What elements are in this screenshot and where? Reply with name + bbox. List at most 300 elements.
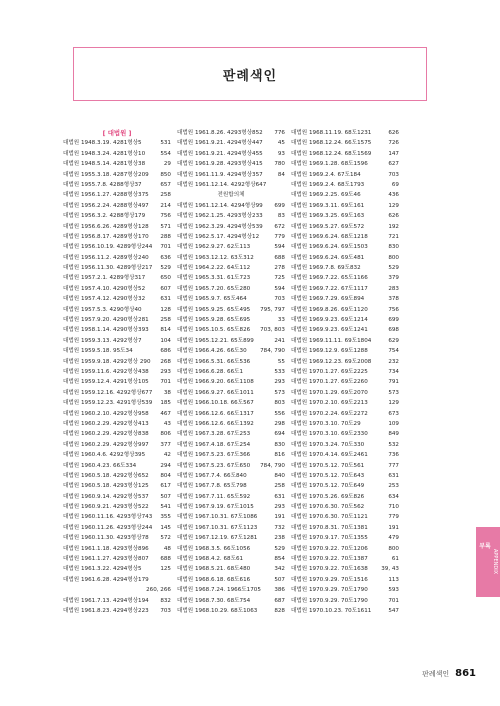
case-citation: 대법원 1970.3.10. 69도2330 [291, 431, 368, 438]
case-citation: 대법원 1968.6.18. 68도616 [177, 576, 251, 583]
index-entry [177, 211, 285, 221]
index-entry [63, 305, 171, 315]
page-ref: 507 [160, 493, 171, 500]
case-citation: 대법원 1959.12.4. 4291형상105 [63, 379, 149, 386]
appendix-side-tab[interactable] [476, 527, 500, 597]
page-ref: 673 [388, 410, 399, 417]
index-entry [63, 409, 171, 419]
case-citation: 대법원 1960.2.29. 4292형상997 [63, 441, 149, 448]
case-citation: 대법원 1969.2.25. 69도46 [291, 192, 361, 199]
case-citation: 대법원 1961.9.21. 4294형상447 [177, 140, 263, 147]
index-entry [291, 377, 399, 387]
case-citation: 대법원 1965.12.21. 65도899 [177, 337, 254, 344]
case-citation: 대법원 1959.3.13. 4292형상7 [63, 337, 142, 344]
page-ref: 573 [274, 389, 285, 396]
page-ref: 631 [274, 493, 285, 500]
page-ref: 699 [274, 202, 285, 209]
index-entry [291, 346, 399, 356]
index-entry [177, 284, 285, 294]
index-entry [291, 242, 399, 252]
page-ref: 192 [388, 223, 399, 230]
index-entry [291, 606, 399, 616]
index-entry [63, 492, 171, 502]
page-ref: 626 [388, 130, 399, 136]
case-citation: 대법원 1969.7.8. 69도832 [291, 265, 361, 272]
page-ref: 854 [274, 556, 285, 563]
index-entry [177, 429, 285, 439]
case-citation: 대법원 1969.3.11. 69도161 [291, 202, 365, 209]
page-ref: 379 [388, 275, 399, 282]
case-citation: 대법원 1961.9.21. 4294형상455 [177, 150, 263, 157]
index-entry [291, 170, 399, 180]
case-citation: 대법원 1969.11.11. 69도1804 [291, 337, 372, 344]
index-entry [63, 284, 171, 294]
case-citation: 대법원 1970.6.30. 70도562 [291, 504, 365, 511]
page-ref: 185 [160, 400, 171, 407]
index-entry [63, 461, 171, 471]
page-ref: 617 [160, 483, 171, 490]
page-ref: 703 [274, 296, 285, 303]
case-citation: 대법원 1962.3.29. 4294형상539 [177, 223, 263, 230]
case-citation: 대법원 1968.3.5. 66도1056 [177, 545, 251, 552]
case-citation: 대법원 1967.7.4. 66도840 [177, 472, 247, 479]
footer-label: 판례색인 [422, 670, 450, 678]
case-citation: 대법원 1960.11.30. 4293형상78 [63, 535, 149, 542]
index-entry [177, 523, 285, 533]
index-entry [291, 523, 399, 533]
index-entry [291, 273, 399, 283]
page-ref: 541 [160, 504, 171, 511]
page-ref: 784, 790 [260, 348, 285, 355]
page-ref: 531 [160, 140, 171, 147]
index-entry [291, 544, 399, 554]
index-entry [177, 159, 285, 169]
page-ref: 828 [274, 607, 285, 614]
case-citation: 대법원 1969.12.23. 69도2008 [291, 358, 372, 365]
page-ref: 125 [160, 566, 171, 573]
page-ref: 378 [388, 296, 399, 303]
index-entry [291, 253, 399, 263]
page-ref: 241 [274, 337, 285, 344]
index-entry [291, 450, 399, 460]
index-entry [177, 263, 285, 273]
case-citation: 대법원 1965.3.31. 61도723 [177, 275, 251, 282]
index-entry [63, 512, 171, 522]
case-citation: 대법원 1960.4.23. 66도334 [63, 462, 137, 469]
index-entry [291, 429, 399, 439]
index-entry [63, 159, 171, 169]
case-citation: 대법원 1964.2.22. 64도112 [177, 265, 251, 272]
index-entry [63, 533, 171, 543]
page-ref: 701 [160, 244, 171, 251]
case-citation: 대법원 1970.6.30. 70도1121 [291, 514, 368, 521]
page-ref: 55 [277, 358, 285, 365]
page-ref: 238 [274, 535, 285, 542]
page-ref: 694 [274, 431, 285, 438]
index-entry [63, 450, 171, 460]
case-citation: 대법원 1969.2.4. 67도184 [291, 171, 361, 178]
index-entry [63, 211, 171, 221]
case-citation: 대법원 1970.4.14. 69도2461 [291, 452, 368, 459]
page-ref: 113 [388, 576, 399, 583]
case-citation: 대법원 1960.9.14. 4292형상537 [63, 493, 149, 500]
page-ref: 260, 266 [146, 587, 171, 594]
index-entry [177, 606, 285, 616]
index-entry [63, 419, 171, 429]
page-ref: 629 [388, 337, 399, 344]
index-entry [177, 481, 285, 491]
index-entry [63, 325, 171, 335]
index-entry [291, 533, 399, 543]
case-citation: 대법원 1970.9.29. 70도1516 [291, 576, 368, 583]
page-ref: 806 [160, 431, 171, 438]
case-citation: 대법원 1969.1.28. 68도1596 [291, 161, 368, 168]
case-citation: 대법원 1961.8.26. 4293형상852 [177, 130, 263, 136]
page-ref: 703 [388, 171, 399, 178]
case-citation: 대법원 1967.10.31. 67도1123 [177, 524, 258, 531]
case-citation: 대법원 1956.3.2. 4288형상179 [63, 213, 146, 220]
case-citation: 대법원 1956.8.17. 4289형상170 [63, 233, 149, 240]
case-citation: 대법원 1958.1.14. 4290형상393 [63, 327, 149, 334]
page-ref: 703 [160, 607, 171, 614]
case-citation: 대법원 1970.9.22. 70도1638 [291, 566, 368, 573]
page-ref: 69 [391, 181, 399, 188]
page-ref: 636 [160, 254, 171, 261]
index-entry [177, 222, 285, 232]
case-citation: 대법원 1957.5.3. 4290형상40 [63, 306, 142, 313]
page-ref: 147 [388, 150, 399, 157]
index-entry [291, 367, 399, 377]
index-entry [63, 388, 171, 398]
case-citation: 대법원 1966.12.6. 66도1392 [177, 420, 254, 427]
page-ref: 129 [388, 400, 399, 407]
page-ref: 650 [160, 275, 171, 282]
page-ref: 814 [160, 327, 171, 334]
page-ref: 258 [274, 483, 285, 490]
index-entry [291, 149, 399, 159]
case-citation: 대법원 1966.9.20. 66도1108 [177, 379, 254, 386]
case-citation: 대법원 1955.3.18. 4287형상209 [63, 171, 149, 178]
index-entry [291, 180, 399, 190]
case-citation: 대법원 1956.2.24. 4288형상497 [63, 202, 149, 209]
page-ref: 48 [163, 545, 171, 552]
case-citation: 대법원 1967.3.28. 67도253 [177, 431, 251, 438]
page-ref: 631 [160, 296, 171, 303]
index-entry [63, 523, 171, 533]
index-entry [291, 190, 399, 200]
page-number: 861 [455, 668, 476, 679]
index-entry [63, 377, 171, 387]
case-citation: 대법원 1962.1.25. 4293형상233 [177, 213, 263, 220]
index-entry [177, 242, 285, 252]
page-ref: 191 [388, 524, 399, 531]
index-entry [177, 201, 285, 211]
page-title: 판례색인 [222, 68, 278, 84]
index-entry [177, 253, 285, 263]
page-ref: 293 [274, 379, 285, 386]
index-entry [177, 357, 285, 367]
page-ref: 84 [277, 171, 285, 178]
page-ref: 726 [388, 140, 399, 147]
index-entry [291, 388, 399, 398]
index-entry [177, 575, 285, 585]
page-ref: 816 [274, 452, 285, 459]
page-ref: 710 [388, 504, 399, 511]
page-ref: 779 [274, 233, 285, 240]
index-entry [63, 170, 171, 180]
index-entry [63, 357, 171, 367]
page-ref: 532 [388, 441, 399, 448]
index-entry [291, 564, 399, 574]
page-ref: 529 [160, 265, 171, 272]
case-citation: 대법원 1970.10.23. 70도1611 [291, 607, 372, 614]
page-ref: 145 [160, 524, 171, 531]
index-entry [63, 190, 171, 200]
index-entry [177, 544, 285, 554]
index-entry [63, 544, 171, 554]
case-citation: 대법원 1960.2.29. 4292형상838 [63, 431, 149, 438]
page-ref: 61 [391, 556, 399, 563]
index-entry [63, 367, 171, 377]
page-ref: 191 [274, 514, 285, 521]
index-entry [63, 564, 171, 574]
case-citation: 대법원 1970.1.27. 69도2260 [291, 379, 368, 386]
page-ref: 703, 803 [260, 327, 285, 334]
page-ref: 736 [388, 452, 399, 459]
page-ref: 795, 797 [260, 306, 285, 313]
index-column-2 [177, 128, 285, 616]
case-citation: 대법원 1960.5.18. 4293형상125 [63, 483, 149, 490]
index-entry [291, 502, 399, 512]
case-citation: 대법원 1948.3.24. 4281형상10 [63, 150, 146, 157]
page-ref: 355 [160, 514, 171, 521]
index-entry [177, 502, 285, 512]
page-ref: 547 [388, 607, 399, 614]
index-entry [177, 554, 285, 564]
page-ref: 479 [388, 535, 399, 542]
case-citation: 대법원 1970.1.29. 69도2070 [291, 389, 368, 396]
case-citation: 대법원 1968.7.24. 1966도1705 [177, 587, 261, 594]
index-entry [177, 377, 285, 387]
index-entry [63, 440, 171, 450]
case-citation: 대법원 1962.9.27. 62도113 [177, 244, 251, 251]
page-ref: 556 [274, 410, 285, 417]
index-entry [177, 346, 285, 356]
page-ref: 701 [160, 379, 171, 386]
case-citation: 대법원 1948.3.19. 4281형상5 [63, 140, 142, 147]
page-ref: 129 [388, 202, 399, 209]
index-entry [63, 232, 171, 242]
page-ref: 688 [274, 254, 285, 261]
page-ref: 688 [160, 556, 171, 563]
index-entry [63, 346, 171, 356]
page-ref: 698 [388, 327, 399, 334]
side-tab-sublabel: APPENDIX [492, 549, 498, 575]
case-citation: 대법원 1961.6.28. 4294형상179 [63, 576, 149, 583]
page-ref: 626 [388, 213, 399, 220]
page-footer [422, 668, 476, 679]
page-ref: 436 [388, 192, 399, 199]
case-citation: 대법원 1959.12.23. 4291형상539 [63, 400, 153, 407]
page-ref: 701 [388, 597, 399, 604]
page-ref: 109 [388, 420, 399, 427]
case-citation: 대법원 1967.7.11. 65도592 [177, 493, 251, 500]
page-ref: 529 [388, 265, 399, 272]
entry-continuation-pages [63, 585, 171, 595]
case-citation: 대법원 1968.4.2. 68도61 [177, 556, 244, 563]
page-ref: 850 [160, 171, 171, 178]
index-entry [177, 398, 285, 408]
index-entry [291, 263, 399, 273]
index-entry [177, 461, 285, 471]
index-entry [63, 336, 171, 346]
case-citation: 대법원 1969.2.4. 68도1793 [291, 181, 365, 188]
index-entry [63, 149, 171, 159]
case-citation: 대법원 1969.7.22. 65도1166 [291, 275, 368, 282]
page-ref: 687 [274, 597, 285, 604]
page-ref: 594 [274, 244, 285, 251]
page-ref: 288 [160, 233, 171, 240]
case-citation: 대법원 1961.3.22. 4294형상5 [63, 566, 142, 573]
case-citation: 대법원 1960.11.16. 4293형상743 [63, 514, 153, 521]
case-citation: 대법원 1966.5.31. 66도536 [177, 358, 251, 365]
case-citation: 대법원 1970.5.12. 70도649 [291, 483, 365, 490]
page-ref: 533 [274, 368, 285, 375]
page-ref: 779 [388, 514, 399, 521]
page-ref: 800 [388, 254, 399, 261]
index-entry [177, 388, 285, 398]
case-citation: 대법원 1963.12.12. 63도312 [177, 254, 254, 261]
case-citation: 대법원 1970.9.22. 70도1387 [291, 556, 368, 563]
page-ref: 830 [274, 441, 285, 448]
page-ref: 293 [160, 368, 171, 375]
index-entry [63, 222, 171, 232]
case-citation: 대법원 1969.8.26. 69도1120 [291, 306, 368, 313]
index-entry [177, 315, 285, 325]
case-citation: 대법원 1968.12.24. 68도1569 [291, 150, 372, 157]
case-citation: 대법원 1959.9.18. 4292형상 290 [63, 358, 151, 365]
index-entry [177, 596, 285, 606]
case-citation: 대법원 1965.9.28. 65도695 [177, 317, 251, 324]
index-entry [177, 170, 285, 180]
case-citation: 대법원 1969.9.23. 69도1214 [291, 317, 368, 324]
page-ref: 554 [160, 150, 171, 157]
case-citation: 대법원 1969.5.27. 69도572 [291, 223, 365, 230]
case-citation: 대법원 1960.5.18. 4292형상652 [63, 472, 149, 479]
index-entry [177, 232, 285, 242]
case-citation: 대법원 1970.9.29. 70도1790 [291, 587, 368, 594]
case-citation: 대법원 1968.12.24. 66도1575 [291, 140, 372, 147]
index-entry [177, 325, 285, 335]
case-citation: 대법원 1961.9.28. 4293형상415 [177, 161, 263, 168]
case-citation: 대법원 1956.6.26. 4289형상128 [63, 223, 149, 230]
page-ref: 253 [388, 483, 399, 490]
index-entry [177, 419, 285, 429]
case-citation: 대법원 1960.9.21. 4293형상522 [63, 504, 149, 511]
page-ref: 594 [274, 285, 285, 292]
case-citation: 대법원 1961.1.18. 4293형상896 [63, 545, 149, 552]
page-ref: 342 [274, 566, 285, 573]
case-citation: 대법원 1969.6.24. 69도481 [291, 254, 365, 261]
index-entry [291, 315, 399, 325]
page-ref: 721 [388, 233, 399, 240]
case-citation: 대법원 1962.5.17. 4294형상12 [177, 233, 260, 240]
index-entry [63, 429, 171, 439]
index-entry [177, 585, 285, 595]
index-entry [63, 253, 171, 263]
page-ref: 42 [163, 452, 171, 459]
page-ref: 634 [388, 493, 399, 500]
case-citation: 대법원 1956.1.27. 4288형상375 [63, 192, 149, 199]
page-ref: 293 [274, 504, 285, 511]
page-ref: 672 [274, 223, 285, 230]
case-citation: 대법원 1957.9.20. 4290형상281 [63, 317, 149, 324]
index-entry [177, 180, 285, 190]
page-ref: 699 [388, 317, 399, 324]
case-citation: 대법원 1959.5.18. 95도34 [63, 348, 133, 355]
index-entry [291, 596, 399, 606]
page-ref: 572 [160, 535, 171, 542]
page-ref: 258 [160, 317, 171, 324]
case-citation: 대법원 1960.11.26. 4293형상244 [63, 524, 153, 531]
case-citation: 대법원 1948.5.14. 4281형상38 [63, 161, 146, 168]
index-entry [291, 305, 399, 315]
page-ref: 780 [274, 161, 285, 168]
index-entry [291, 138, 399, 148]
index-entry [63, 554, 171, 564]
page-ref: 756 [388, 306, 399, 313]
page-ref: 725 [274, 275, 285, 282]
page-ref: 830 [388, 244, 399, 251]
case-citation: 대법원 1970.3.10. 70도29 [291, 420, 361, 427]
page-ref: 840 [274, 472, 285, 479]
case-citation: 대법원 1965.10.5. 65도826 [177, 327, 251, 334]
page-ref: 776 [274, 130, 285, 136]
case-citation: 대법원 1969.6.24. 69도1503 [291, 244, 368, 251]
page-ref: 593 [388, 587, 399, 594]
page-ref: 686 [160, 348, 171, 355]
case-citation: 대법원 1967.5.23. 67도366 [177, 452, 251, 459]
case-citation: 대법원 1970.8.31. 70도1381 [291, 524, 368, 531]
case-citation: 대법원 1970.5.12. 70도643 [291, 472, 365, 479]
case-citation: 대법원 1961.7.13. 4294형상194 [63, 597, 149, 604]
case-citation: 대법원 1956.10.19. 4289형상244 [63, 244, 153, 251]
case-citation: 대법원 1970.3.24. 70도330 [291, 441, 365, 448]
page-ref: 104 [160, 337, 171, 344]
case-citation: 대법원 1960.2.29. 4292형상413 [63, 420, 149, 427]
page-ref: 803 [274, 400, 285, 407]
page-ref: 754 [388, 348, 399, 355]
case-citation: 대법원 1967.4.18. 67도254 [177, 441, 251, 448]
section-header: [ 대법원 ] [102, 129, 132, 137]
index-entry [291, 492, 399, 502]
page-ref: 29 [163, 161, 171, 168]
index-entry [291, 336, 399, 346]
index-entry [291, 409, 399, 419]
case-citation: 대법원 1968.11.19. 68도1231 [291, 130, 372, 136]
case-citation: 대법원 1965.9.25. 65도495 [177, 306, 251, 313]
case-citation: 대법원 1970.2.24. 69도2272 [291, 410, 368, 417]
case-citation: 대법원 1965.7.20. 65도280 [177, 285, 251, 292]
case-citation: 대법원 1967.9.19. 67도1015 [177, 504, 254, 511]
index-entry [63, 481, 171, 491]
index-entry [291, 440, 399, 450]
page-ref: 571 [160, 223, 171, 230]
index-entry [177, 273, 285, 283]
page-ref: 232 [388, 358, 399, 365]
index-entry [177, 492, 285, 502]
index-entry [291, 585, 399, 595]
